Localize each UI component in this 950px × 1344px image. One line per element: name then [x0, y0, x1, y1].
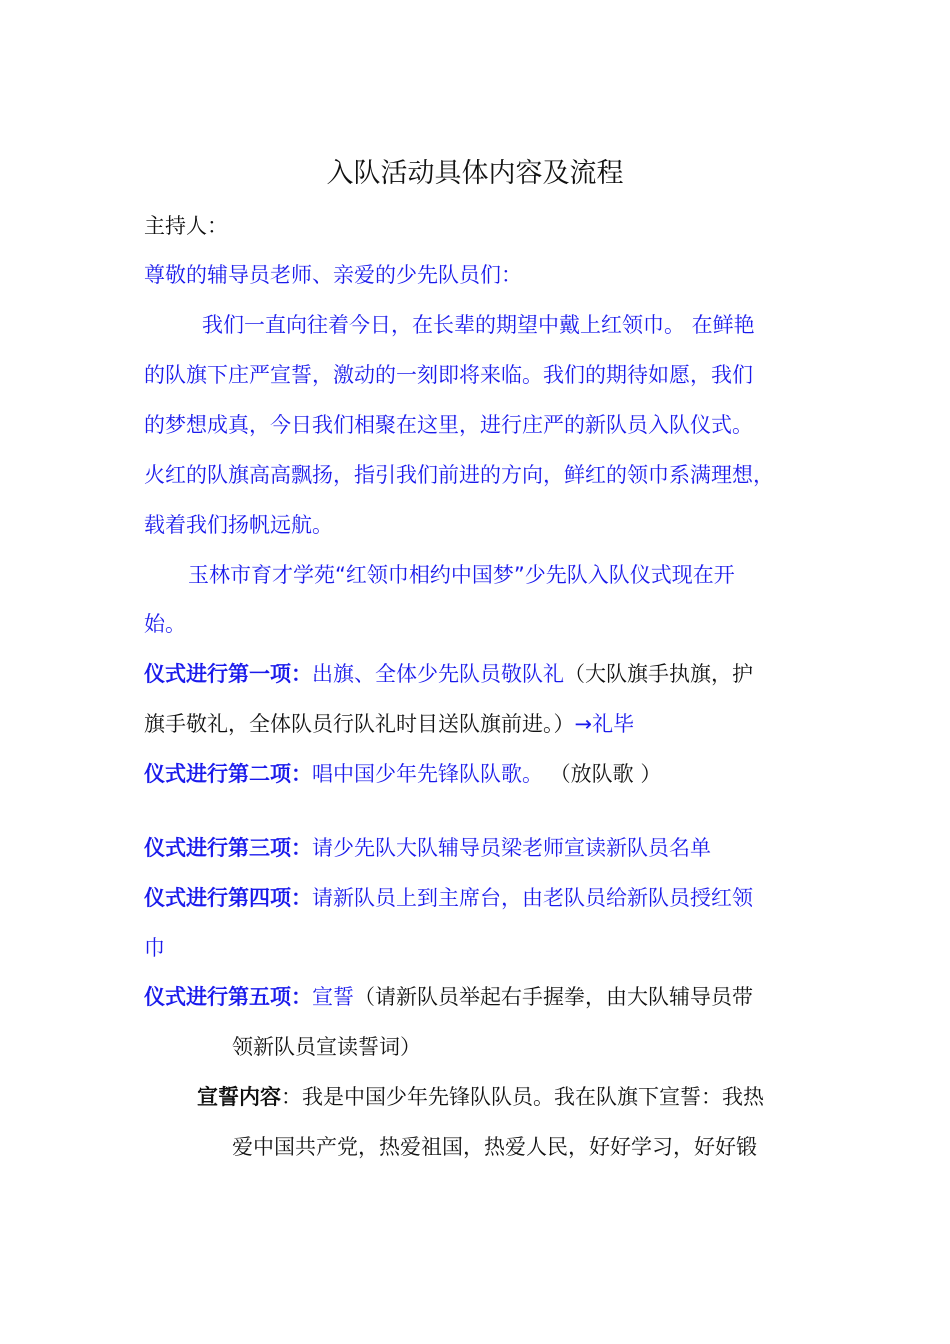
step3-text: 请少先队大队辅导员梁老师宣读新队员名单: [312, 836, 711, 860]
step2-line: [144, 759, 661, 789]
intro-line-4: 火红的队旗高高飘扬，指引我们前进的方向，鲜红的领巾系满理想，: [144, 463, 774, 487]
step1-text: 出旗、全体少先队员敬队礼: [312, 662, 564, 686]
intro-line-1: 我们一直向往着今日，在长辈的期望中戴上红领巾。 在鲜艳: [202, 313, 755, 337]
step5-label: 仪式进行第五项：: [144, 985, 312, 1009]
step5-note: （请新队员举起右手握拳，由大队辅导员带: [354, 985, 753, 1009]
step5-note-continued: 领新队员宣读誓词）: [232, 1035, 421, 1059]
step2-text: 唱中国少年先锋队队歌。: [312, 762, 543, 786]
step1-end: →礼毕: [574, 712, 635, 736]
greeting: 尊敬的辅导员老师、亲爱的少先队员们：: [144, 263, 522, 287]
oath-line: [197, 1082, 764, 1112]
host-label: 主持人：: [144, 214, 228, 238]
step4-text-continued: 巾: [144, 936, 165, 960]
step1-note: （大队旗手执旗，护: [564, 662, 753, 686]
intro-line-2: 的队旗下庄严宣誓，激动的一刻即将来临。我们的期待如愿，我们: [144, 363, 753, 387]
oath-label: 宣誓内容: [197, 1085, 281, 1109]
step5-text: 宣誓: [312, 985, 354, 1009]
intro-line-5: 载着我们扬帆远航。: [144, 513, 333, 537]
intro-line-3: 的梦想成真，今日我们相聚在这里，进行庄严的新队员入队仪式。: [144, 413, 753, 437]
step3-label: 仪式进行第三项：: [144, 836, 312, 860]
step4-label: 仪式进行第四项：: [144, 886, 312, 910]
step4-line: [144, 883, 753, 913]
step1-note-continued: 旗手敬礼，全体队员行队礼时目送队旗前进。）: [144, 712, 575, 736]
step2-note: （放队歌 ）: [543, 762, 662, 786]
oath-text: ：我是中国少年先锋队队员。我在队旗下宣誓：我热: [281, 1085, 764, 1109]
step5-line: [144, 982, 753, 1012]
step1-line: [144, 659, 753, 689]
step2-label: 仪式进行第二项：: [144, 762, 312, 786]
step4-text: 请新队员上到主席台，由老队员给新队员授红领: [312, 886, 753, 910]
opening-line-1: 玉林市育才学苑“红领巾相约中国梦”少先队入队仪式现在开: [188, 563, 735, 587]
step3-line: [144, 833, 711, 863]
step1-line-2: [144, 709, 634, 739]
document-title: 入队活动具体内容及流程: [326, 158, 624, 189]
step1-label: 仪式进行第一项：: [144, 662, 312, 686]
oath-text-continued: 爱中国共产党，热爱祖国，热爱人民，好好学习，好好锻: [232, 1135, 757, 1159]
opening-line-2: 始。: [144, 612, 186, 636]
